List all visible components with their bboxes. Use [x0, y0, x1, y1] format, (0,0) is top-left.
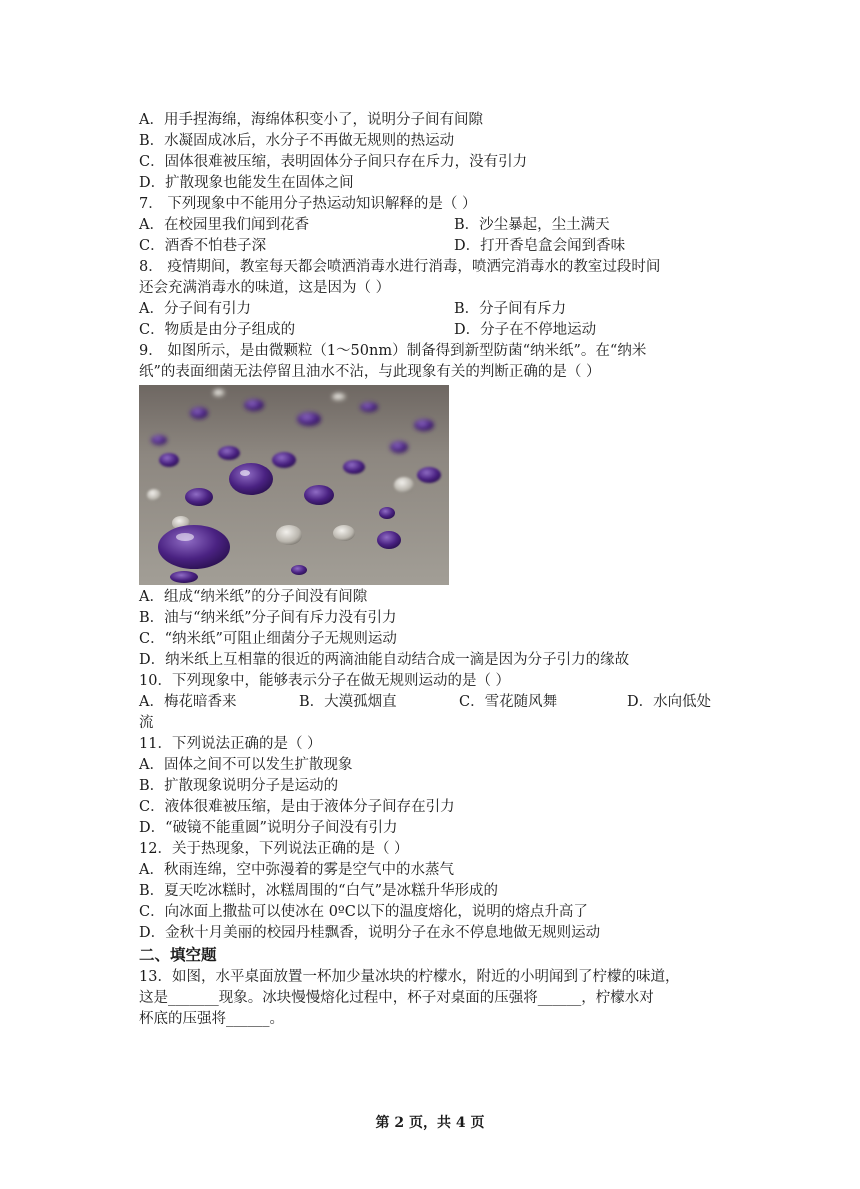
q7-option-c: C．酒香不怕巷子深	[139, 238, 267, 254]
q8-stem-line-1: 8． 疫情期间，教室每天都会喷洒消毒水进行消毒，喷洒完消毒水的教室过段时间	[139, 259, 661, 275]
q7-option-b: B．沙尘暴起，尘土满天	[454, 217, 610, 233]
q6-option-b: B．水凝固成冰后，水分子不再做无规则的热运动	[139, 133, 455, 149]
q11-stem: 11．下列说法正确的是（ ）	[139, 736, 322, 752]
q11-option-a: A．固体之间不可以发生扩散现象	[139, 757, 353, 773]
q8-option-c: C．物质是由分子组成的	[139, 322, 296, 338]
q6-option-a: A．用手捏海绵，海绵体积变小了，说明分子间有间隙	[139, 112, 483, 128]
q8-options-row-1	[139, 299, 729, 320]
q12-option-a: A．秋雨连绵，空中弥漫着的雾是空气中的水蒸气	[139, 862, 454, 878]
q9-option-b: B．油与“纳米纸”分子间有斥力没有引力	[139, 610, 397, 626]
q7-options-row-2	[139, 236, 729, 257]
q9-option-d: D．纳米纸上互相靠的很近的两滴油能自动结合成一滴是因为分子引力的缘故	[139, 652, 630, 668]
q10-option-b: B．大漠孤烟直	[299, 694, 397, 710]
q7-option-d: D．打开香皂盒会闻到香味	[454, 238, 626, 254]
q9-option-c: C．“纳米纸”可阻止细菌分子无规则运动	[139, 631, 397, 647]
q6-option-c: C．固体很难被压缩，表明固体分子间只存在斥力，没有引力	[139, 154, 528, 170]
q13-line-3: 杯底的压强将______。	[139, 1011, 284, 1027]
q10-stem: 10．下列现象中，能够表示分子在做无规则运动的是（ ）	[139, 673, 511, 689]
q10-option-d: D．水向低处	[627, 694, 712, 710]
q9-option-a: A．组成“纳米纸”的分子间没有间隙	[139, 589, 368, 605]
q8-stem-line-2: 还会充满消毒水的味道，这是因为（ ）	[139, 280, 391, 296]
q13-line-1: 13．如图，水平桌面放置一杯加少量冰块的柠檬水，附近的小明闻到了柠檬的味道，	[139, 969, 680, 985]
q12-option-b: B．夏天吃冰糕时，冰糕周围的“白气”是冰糕升华形成的	[139, 883, 498, 899]
q7-option-a: A．在校园里我们闻到花香	[139, 217, 309, 233]
q10-option-d-continued: 流	[139, 715, 154, 731]
section-heading-fill-in: 二、填空题	[139, 946, 217, 964]
q11-option-c: C．液体很难被压缩，是由于液体分子间存在引力	[139, 799, 455, 815]
q8-option-d: D．分子在不停地运动	[454, 322, 597, 338]
nano-paper-water-droplets-photo	[139, 385, 449, 585]
q10-option-a: A．梅花暗香来	[139, 694, 237, 710]
q12-option-c: C．向冰面上撒盐可以使冰在 0ºC以下的温度熔化，说明的熔点升高了	[139, 904, 588, 920]
q6-option-d: D．扩散现象也能发生在固体之间	[139, 175, 354, 191]
q12-option-d: D．金秋十月美丽的校园丹桂飘香，说明分子在永不停息地做无规则运动	[139, 925, 601, 941]
q7-options-row-1	[139, 215, 729, 236]
q11-option-d: D．“破镜不能重圆”说明分子间没有引力	[139, 820, 398, 836]
q8-option-b: B．分子间有斥力	[454, 301, 567, 317]
q8-option-a: A．分子间有引力	[139, 301, 251, 317]
q13-line-2: 这是_______现象。冰块慢慢熔化过程中，杯子对桌面的压强将______，柠檬水对	[139, 990, 654, 1006]
page-number-footer: 第 2 页，共 4 页	[375, 1115, 485, 1131]
q7-stem: 7． 下列现象中不能用分子热运动知识解释的是（ ）	[139, 196, 477, 212]
q9-stem-line-1: 9． 如图所示，是由微颗粒（1～50nm）制备得到新型防菌“纳米纸”。在“纳米	[139, 343, 647, 359]
q12-stem: 12．关于热现象，下列说法正确的是（ ）	[139, 841, 409, 857]
q8-options-row-2	[139, 320, 729, 341]
q9-stem-line-2: 纸”的表面细菌无法停留且油水不沾，与此现象有关的判断正确的是（ ）	[139, 364, 601, 380]
q10-option-c: C．雪花随风舞	[459, 694, 558, 710]
q10-options-row	[139, 692, 729, 713]
q11-option-b: B．扩散现象说明分子是运动的	[139, 778, 339, 794]
document-page	[139, 110, 729, 1030]
